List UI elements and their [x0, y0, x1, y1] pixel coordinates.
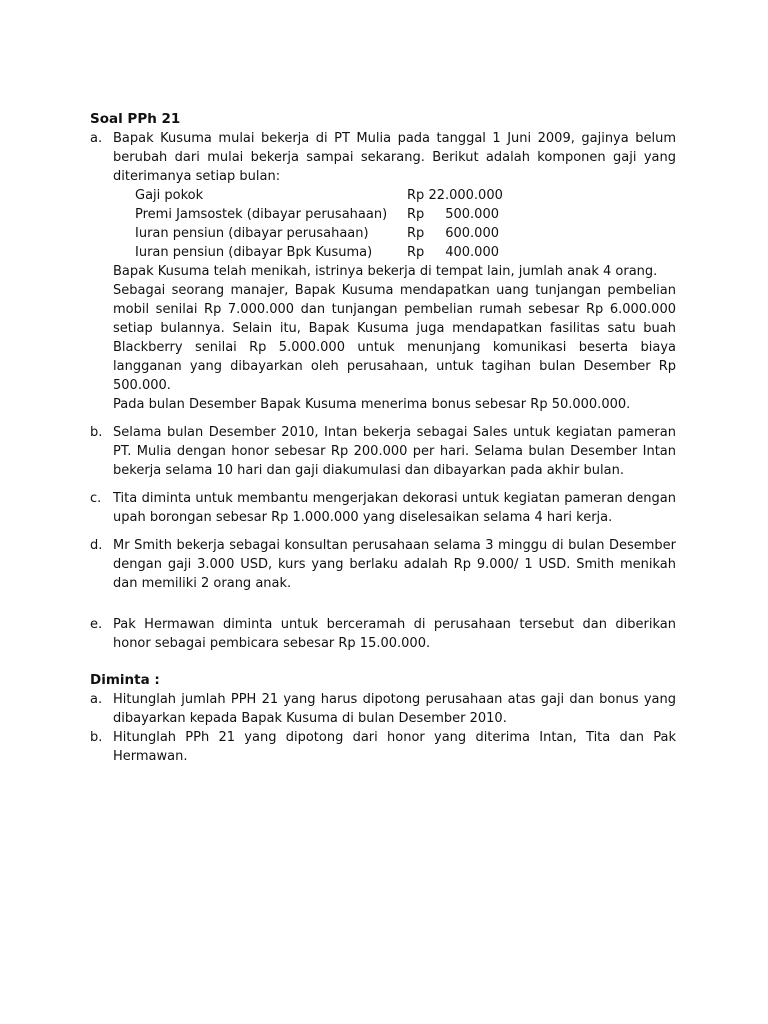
diminta-item-b [90, 728, 676, 766]
salary-amount: 600.000 [445, 226, 499, 241]
list-marker: e. [90, 617, 103, 632]
item-a-intro: Bapak Kusuma mulai bekerja di PT Mulia pada tanggal 1 Juni 2009, gajinya belum berubah dari mulai bekerja sampai sekarang. Berikut adalah komponen gaji yang diterimanya setiap bulan: [113, 131, 676, 184]
salary-row [135, 186, 676, 205]
item-a-paragraph-1: Bapak Kusuma telah menikah, istrinya bekerja di tempat lain, jumlah anak 4 orang. [113, 264, 658, 279]
item-e-text: Pak Hermawan diminta untuk berceramah di perusahaan tersebut dan diberikan honor sebagai pembicara sebesar Rp 15.00.000. [113, 617, 676, 651]
spacer [90, 527, 676, 536]
list-item-body [113, 489, 676, 527]
spacer [90, 480, 676, 489]
salary-amount: 22.000.000 [428, 188, 503, 203]
list-marker: d. [90, 538, 103, 553]
salary-row [135, 224, 676, 243]
list-marker: b. [90, 425, 103, 440]
list-item-body [113, 690, 676, 728]
item-d-text: Mr Smith bekerja sebagai konsultan perusahaan selama 3 minggu di bulan Desember dengan gaji 3.000 USD, kurs yang berlaku adalah Rp 9.000/ 1 USD. Smith menikah dan memiliki 2 orang anak. [113, 538, 676, 591]
list-marker: a. [90, 131, 103, 146]
salary-row [135, 243, 676, 262]
salary-label: Iuran pensiun (dibayar Bpk Kusuma) [135, 245, 373, 260]
spacer [90, 593, 676, 615]
list-marker: c. [90, 491, 102, 506]
diminta-a-text: Hitunglah jumlah PPH 21 yang harus dipotong perusahaan atas gaji dan bonus yang dibayarkan kepada Bapak Kusuma di bulan Desember 2010. [113, 692, 676, 726]
salary-amount: 400.000 [445, 245, 499, 260]
item-a-paragraph-3: Pada bulan Desember Bapak Kusuma menerima bonus sebesar Rp 50.000.000. [113, 397, 631, 412]
salary-row [135, 205, 676, 224]
list-item-c [90, 489, 676, 527]
salary-amount: 500.000 [445, 207, 499, 222]
spacer [90, 653, 676, 671]
list-item-b [90, 423, 676, 480]
list-marker: a. [90, 692, 103, 707]
list-marker: b. [90, 730, 103, 745]
list-item-body [113, 615, 676, 653]
diminta-title: Diminta : [90, 672, 160, 688]
salary-label: Premi Jamsostek (dibayar perusahaan) [135, 207, 388, 222]
salary-currency: Rp [407, 245, 425, 260]
list-item-d [90, 536, 676, 593]
salary-currency: Rp [407, 226, 425, 241]
list-item-body [113, 423, 676, 480]
salary-label: Iuran pensiun (dibayar perusahaan) [135, 226, 369, 241]
salary-table [135, 186, 676, 262]
spacer [90, 414, 676, 423]
list-item-body [113, 728, 676, 766]
diminta-b-text: Hitunglah PPh 21 yang dipotong dari honor yang diterima Intan, Tita dan Pak Hermawan. [113, 730, 676, 764]
list-item-body [113, 536, 676, 593]
salary-currency: Rp [407, 188, 425, 203]
diminta-item-a [90, 690, 676, 728]
document-content [90, 110, 676, 766]
item-b-text: Selama bulan Desember 2010, Intan bekerja sebagai Sales untuk kegiatan pameran PT. Mulia dengan honor sebesar Rp 200.000 per hari. Selama bulan Desember Intan bekerja selama 10 hari dan gaji diakumulasi dan dibayarkan pada akhir bulan. [113, 425, 676, 478]
salary-currency: Rp [407, 207, 425, 222]
item-a-paragraph-2: Sebagai seorang manajer, Bapak Kusuma mendapatkan uang tunjangan pembelian mobil senilai Rp 7.000.000 dan tunjangan pembelian rumah sebesar Rp 6.000.000 setiap bulannya. Selain itu, Bapak Kusuma juga mendapatkan fasilitas satu buah Blackberry senilai Rp 5.000.000 untuk menunjang komunikasi beserta biaya langganan yang dibayarkan oleh perusahaan, untuk tagihan bulan Desember Rp 500.000. [113, 283, 676, 393]
item-c-text: Tita diminta untuk membantu mengerjakan dekorasi untuk kegiatan pameran dengan upah borongan sebesar Rp 1.000.000 yang diselesaikan selama 4 hari kerja. [113, 491, 676, 525]
salary-label: Gaji pokok [135, 188, 204, 203]
list-item-body [113, 129, 676, 414]
list-item-a [90, 129, 676, 414]
list-item-e [90, 615, 676, 653]
document-title: Soal PPh 21 [90, 111, 181, 127]
